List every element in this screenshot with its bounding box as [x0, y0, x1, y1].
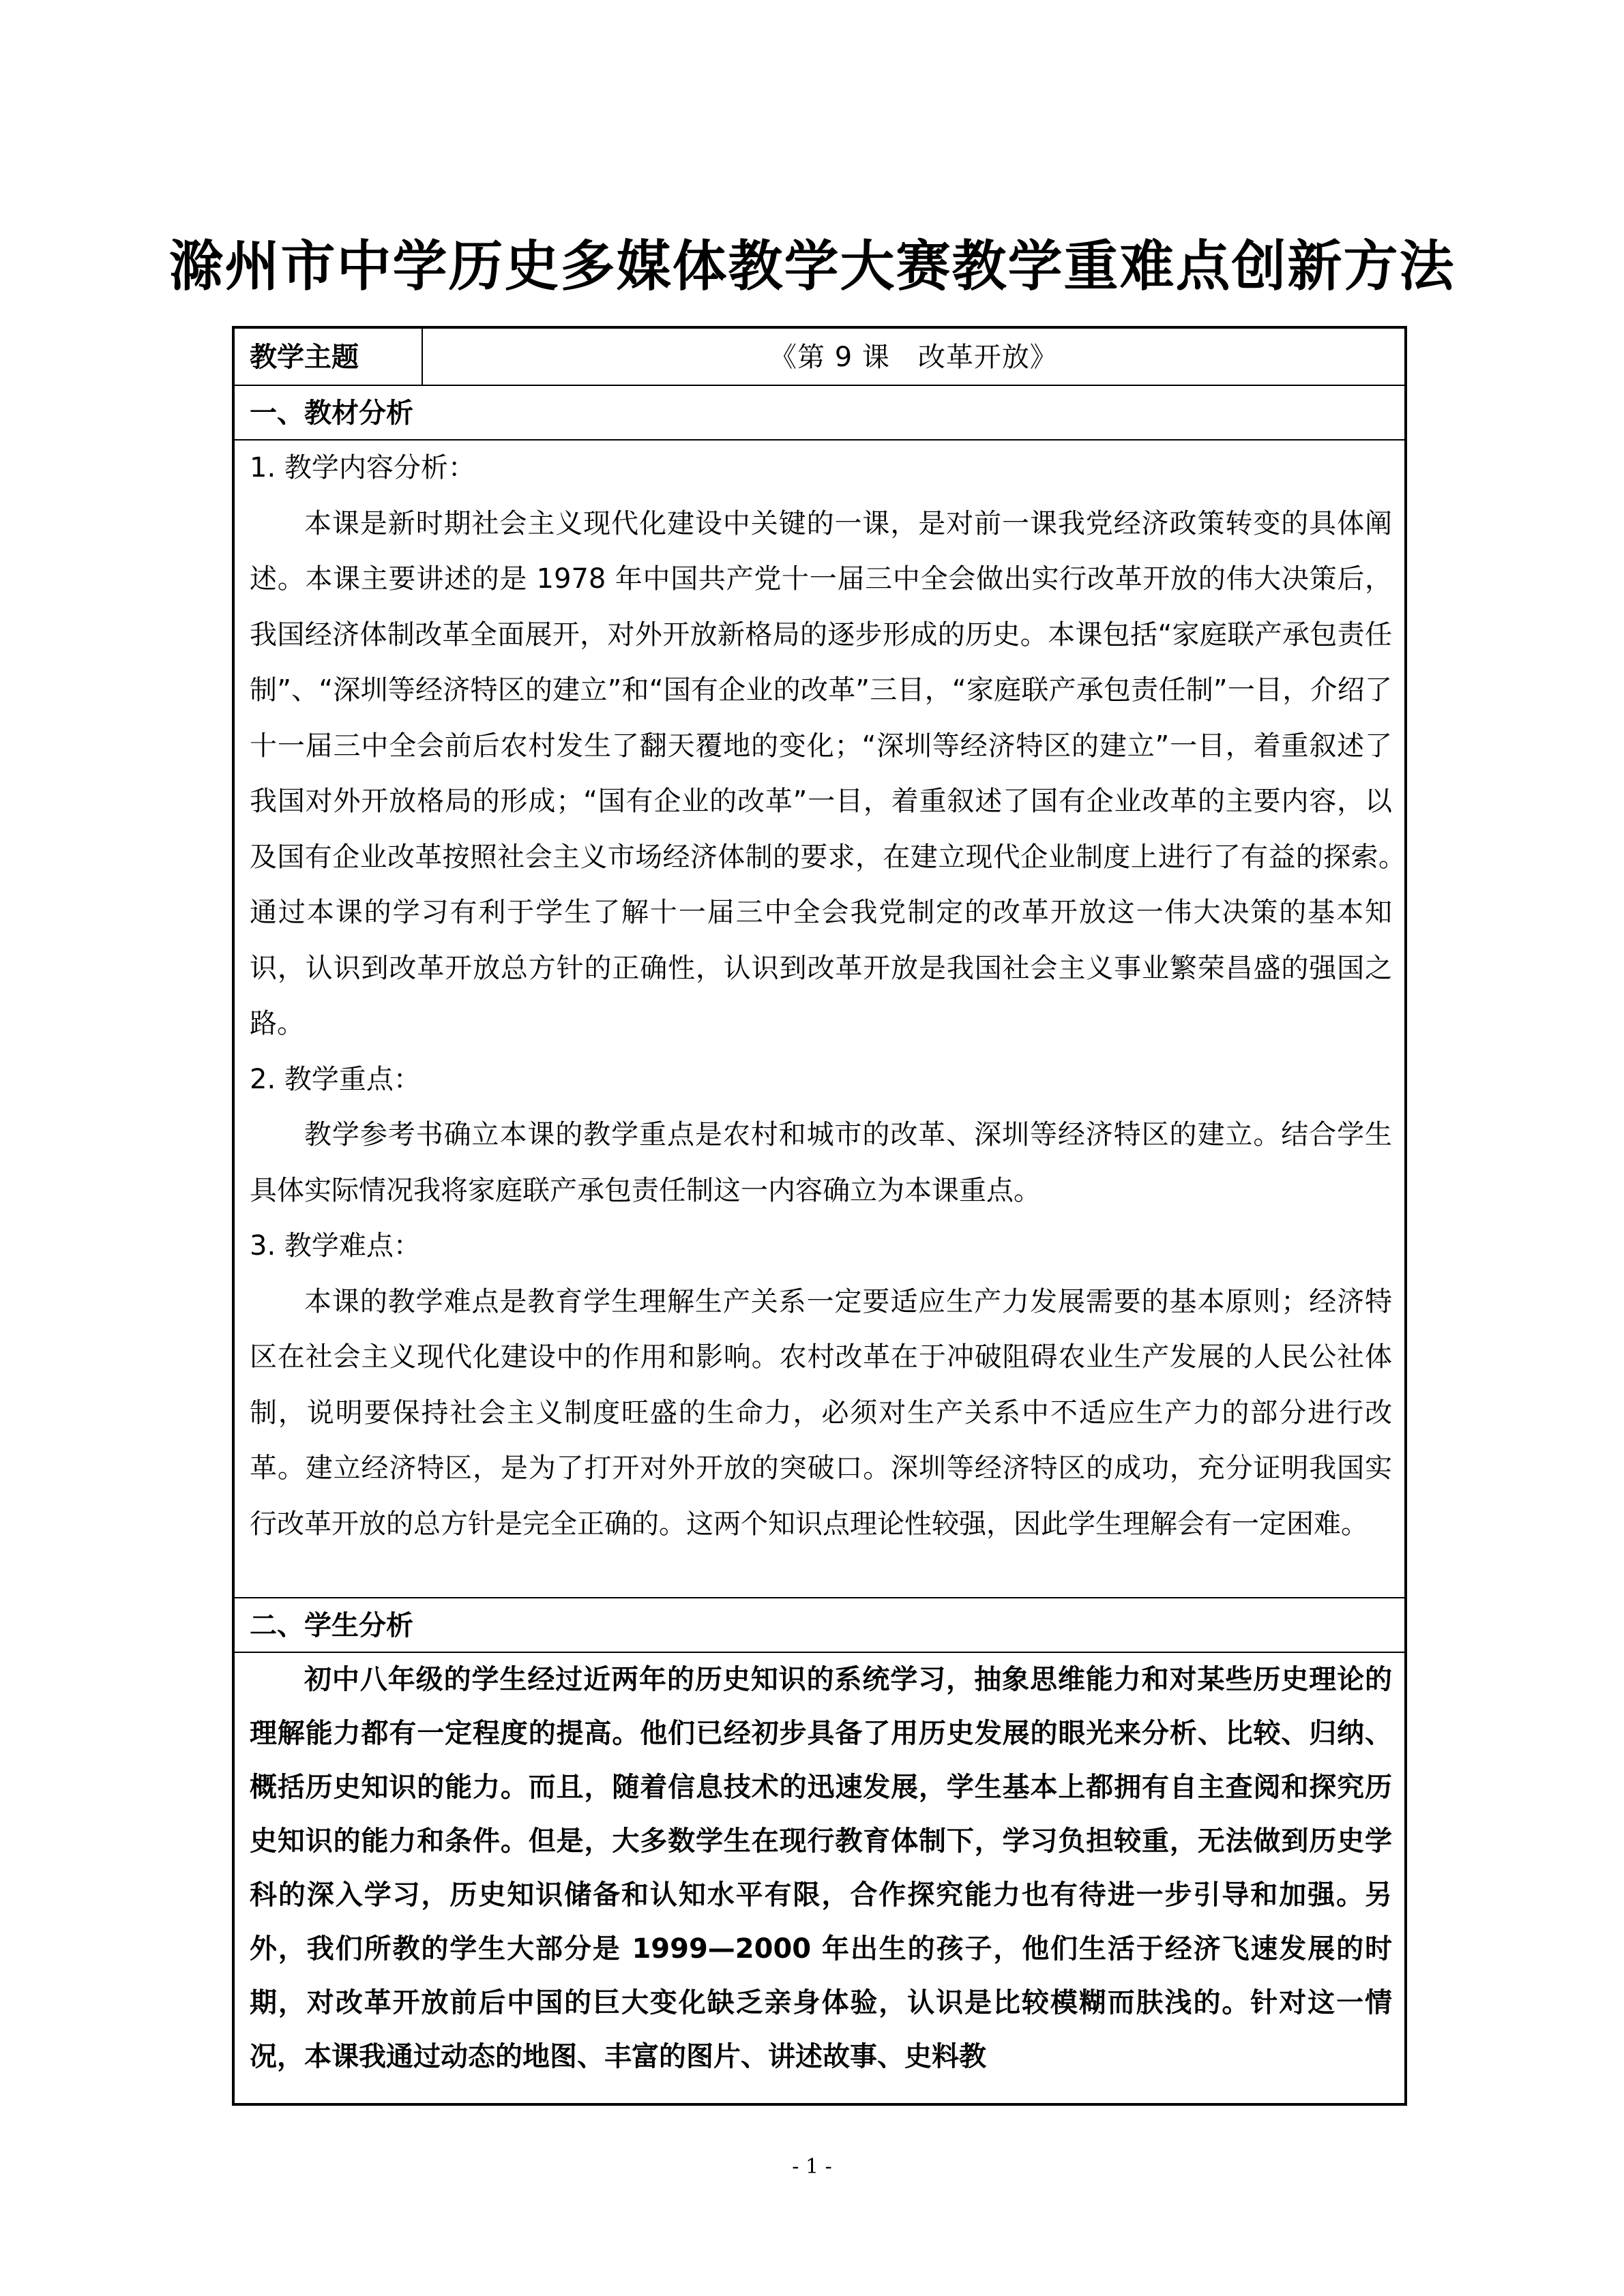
topic-value: 《第 9 课 改革开放》	[769, 342, 1058, 373]
section2-content	[235, 1653, 1404, 2103]
section2-heading-row	[235, 1598, 1404, 1653]
document-title: 滁州市中学历史多媒体教学大赛教学重难点创新方法	[168, 234, 1456, 298]
section1-heading-row	[235, 386, 1404, 441]
content-analysis-text: 本课是新时期社会主义现代化建设中关键的一课，是对前一课我党经济政策转变的具体阐述。本课主要讲述的是 1978 年中国共产党十一届三中全会做出实行改革开放的伟大决策后，我国经济体制改革全面展开，对外开放新格局的逐步形成的历史。本课包括“家庭联产承包责任制”、“深圳等经济特区的建立”和“国有企业的改革”三目，“家庭联产承包责任制”一目，介绍了十一届三中全会前后农村发生了翻天覆地的变化；“深圳等经济特区的建立”一目，着重叙述了我国对外开放格局的形成；“国有企业的改革”一目，着重叙述了国有企业改革的主要内容，以及国有企业改革按照社会主义市场经济体制的要求，在建立现代企业制度上进行了有益的探索。 通过本课的学习有利于学生了解十一届三中全会我党制定的改革开放这一伟大决策的基本知识，认识到改革开放总方针的正确性，认识到改革开放是我国社会主义事业繁荣昌盛的强国之路。	[250, 507, 1447, 1039]
section1-content	[235, 441, 1447, 1598]
topic-row	[235, 329, 1404, 386]
difficulty-label: 3. 教学难点：	[250, 1230, 421, 1262]
page-number: - 1 -	[792, 2155, 832, 2179]
student-analysis-text: 初中八年级的学生经过近两年的历史知识的系统学习，抽象思维能力和对某些历史理论的理解能力都有一定程度的提高。他们已经初步具备了用历史发展的眼光来分析、比较、归纳、概括历史知识的能力。而且，随着信息技术的迅速发展，学生基本上都拥有自主查阅和探究历史知识的能力和条件。但是，大多数学生在现行教育体制下，学习负担较重，无法做到历史学科的深入学习，历史知识储备和认知水平有限，合作探究能力也有待进一步引导和加强。另外，我们所教的学生大部分是 1999—2000 年出生的孩子，他们生活于经济飞速发展的时期，对改革开放前后中国的巨大变化缺乏亲身体验，认识是比较模糊而肤浅的。针对这一情况，本课我通过动态的地图、丰富的图片、讲述故事、史料教	[250, 1664, 1392, 2072]
section1-heading: 一、教材分析	[250, 398, 413, 429]
section2-heading: 二、学生分析	[250, 1610, 413, 1641]
lesson-table	[232, 326, 1447, 2106]
content-analysis-label: 1. 教学内容分析：	[250, 452, 475, 483]
difficulty-text: 本课的教学难点是教育学生理解生产关系一定要适应生产力发展需要的基本原则；经济特区在社会主义现代化建设中的作用和影响。农村改革在于冲破阻碍农业生产发展的人民公社体制，说明要保持社会主义制度旺盛的生命力，必须对生产关系中不适应生产力的部分进行改革。建立经济特区，是为了打开对外开放的突破口。深圳等经济特区的成功，充分证明我国实行改革开放的总方针是完全正确的。这两个知识点理论性较强，因此学生理解会有一定困难。	[250, 1285, 1392, 1540]
topic-label: 教学主题	[235, 329, 423, 386]
key-point-label: 2. 教学重点：	[250, 1063, 421, 1095]
key-point-text: 教学参考书确立本课的教学重点是农村和城市的改革、深圳等经济特区的建立。结合学生具体实际情况我将家庭联产承包责任制这一内容确立为本课重点。	[250, 1119, 1392, 1206]
